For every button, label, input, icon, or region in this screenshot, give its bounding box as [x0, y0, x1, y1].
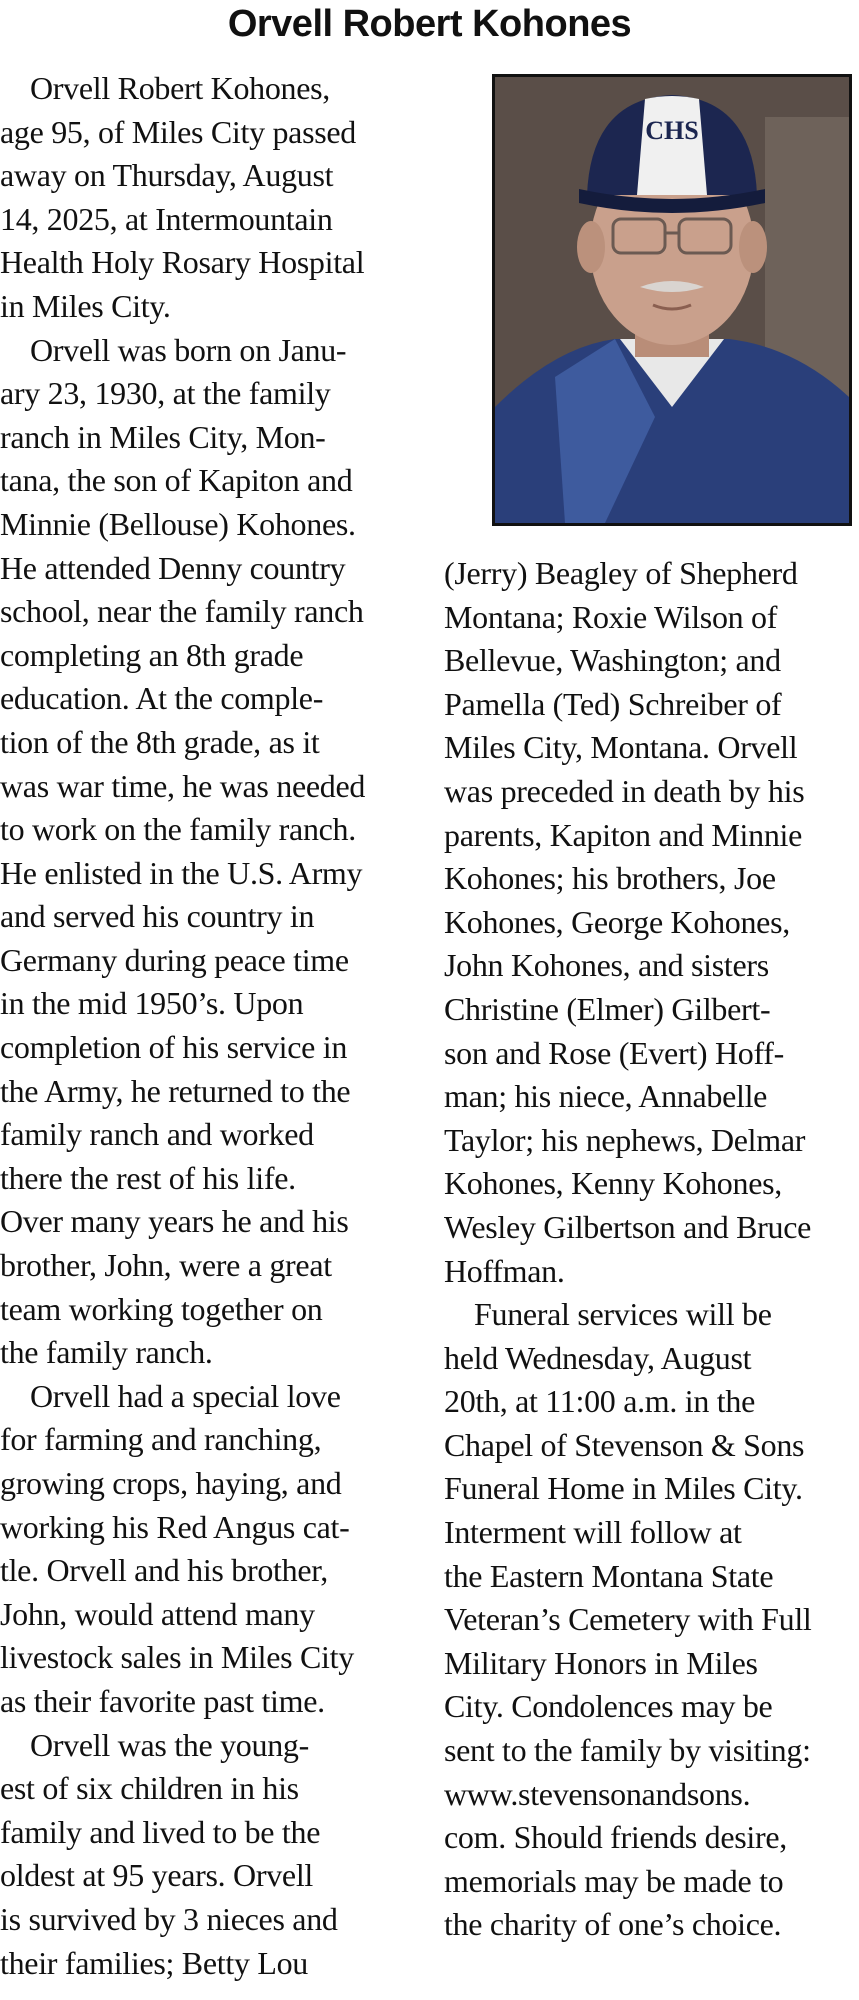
text-line: Health Holy Rosary Hospital	[0, 244, 365, 281]
text-line: is survived by 3 nieces and	[0, 1900, 338, 1937]
text-line: and served his country in	[0, 898, 315, 935]
text-line: Bellevue, Washington; and	[444, 642, 781, 679]
text-line: for farming and ranching,	[0, 1421, 322, 1458]
text-line: team working together on	[0, 1290, 323, 1327]
text-line: the charity of one’s choice.	[444, 1906, 782, 1943]
text-line: Minnie (Bellouse) Kohones.	[0, 505, 356, 542]
text-line: in the mid 1950’s. Upon	[0, 985, 304, 1022]
text-line: tion of the 8th grade, as it	[0, 723, 320, 760]
text-line: livestock sales in Miles City	[0, 1639, 354, 1676]
text-line: away on Thursday, August	[0, 157, 334, 194]
text-line: age 95, of Miles City passed	[0, 113, 356, 150]
text-line: Orvell was the young-	[30, 1726, 309, 1763]
text-line: oldest at 95 years. Orvell	[0, 1857, 313, 1894]
text-line: the family ranch.	[0, 1334, 213, 1371]
text-line: education. At the comple-	[0, 680, 324, 717]
text-line: Kohones; his brothers, Joe	[444, 860, 776, 897]
text-line: the Eastern Montana State	[444, 1557, 774, 1594]
text-line: held Wednesday, August	[444, 1339, 752, 1376]
text-line: Montana; Roxie Wilson of	[444, 598, 778, 635]
text-line: as their favorite past time.	[0, 1682, 325, 1719]
text-line: was preceded in death by his	[444, 772, 805, 809]
text-line: Kohones, Kenny Kohones,	[444, 1165, 782, 1202]
text-line: (Jerry) Beagley of Shepherd	[444, 555, 798, 591]
portrait-photo	[492, 74, 852, 526]
text-line: ranch in Miles City, Mon-	[0, 418, 326, 455]
text-line: tana, the son of Kapiton and	[0, 462, 353, 499]
text-line: school, near the family ranch	[0, 593, 364, 630]
text-line: 14, 2025, at Intermountain	[0, 200, 333, 237]
text-line: son and Rose (Evert) Hoff-	[444, 1034, 784, 1071]
text-line: Funeral Home in Miles City.	[444, 1470, 803, 1507]
text-line: Over many years he and his	[0, 1203, 349, 1240]
text-line: working his Red Angus cat-	[0, 1508, 350, 1545]
text-line: Interment will follow at	[444, 1514, 742, 1551]
text-line: tle. Orvell and his brother,	[0, 1552, 329, 1589]
text-line: www.stevensonandsons.	[444, 1775, 751, 1812]
text-line: Orvell was born on Janu-	[30, 331, 347, 368]
text-line: completion of his service in	[0, 1029, 348, 1066]
text-line: He attended Denny country	[0, 549, 346, 586]
text-line: Orvell had a special love	[30, 1377, 341, 1414]
text-line: Chapel of Stevenson & Sons	[444, 1426, 805, 1463]
right-ear	[739, 221, 767, 273]
obituary-title: Orvell Robert Kohones	[227, 3, 632, 45]
text-line: ary 23, 1930, at the family	[0, 375, 331, 412]
cap-front-panel	[637, 96, 707, 195]
text-line: memorials may be made to	[444, 1862, 784, 1899]
text-line: the Army, he returned to the	[0, 1072, 351, 1109]
text-line: there the rest of his life.	[0, 1159, 296, 1196]
text-line: in Miles City.	[0, 287, 171, 324]
text-line: est of six children in his	[0, 1770, 299, 1807]
text-line: He enlisted in the U.S. Army	[0, 854, 363, 891]
text-line: Christine (Elmer) Gilbert-	[444, 990, 771, 1027]
text-line: to work on the family ranch.	[0, 811, 356, 848]
text-line: completing an 8th grade	[0, 636, 304, 673]
text-line: Germany during peace time	[0, 941, 349, 978]
cap-logo-text: CHS	[645, 116, 699, 145]
text-line: 20th, at 11:00 a.m. in the	[444, 1383, 755, 1420]
text-line: Veteran’s Cemetery with Full	[444, 1601, 812, 1638]
text-line: man; his niece, Annabelle	[444, 1078, 768, 1115]
text-line: John Kohones, and sisters	[444, 947, 769, 984]
portrait-illustration	[495, 77, 849, 523]
text-line: Miles City, Montana. Orvell	[444, 729, 798, 766]
text-line: Military Honors in Miles	[444, 1644, 758, 1681]
text-line: sent to the family by visiting:	[444, 1732, 811, 1769]
text-line: Funeral services will be	[474, 1296, 772, 1333]
text-line: parents, Kapiton and Minnie	[444, 816, 803, 853]
left-ear	[577, 221, 605, 273]
text-line: brother, John, were a great	[0, 1247, 332, 1284]
text-line: Wesley Gilbertson and Bruce	[444, 1208, 811, 1245]
text-line: Kohones, George Kohones,	[444, 903, 790, 940]
text-line: City. Condolences may be	[444, 1688, 773, 1725]
text-line: their families; Betty Lou	[0, 1944, 308, 1981]
text-line: Orvell Robert Kohones,	[30, 70, 331, 106]
text-line: Hoffman.	[444, 1252, 565, 1289]
text-line: family ranch and worked	[0, 1116, 314, 1153]
text-line: growing crops, haying, and	[0, 1465, 342, 1501]
text-line: com. Should friends desire,	[444, 1819, 787, 1856]
text-line: Taylor; his nephews, Delmar	[444, 1121, 806, 1158]
text-line: John, would attend many	[0, 1595, 315, 1632]
text-line: family and lived to be the	[0, 1813, 321, 1850]
text-line: was war time, he was needed	[0, 767, 366, 804]
text-line: Pamella (Ted) Schreiber of	[444, 685, 782, 722]
left-text-column	[0, 67, 418, 1985]
right-text-column	[444, 552, 859, 1947]
